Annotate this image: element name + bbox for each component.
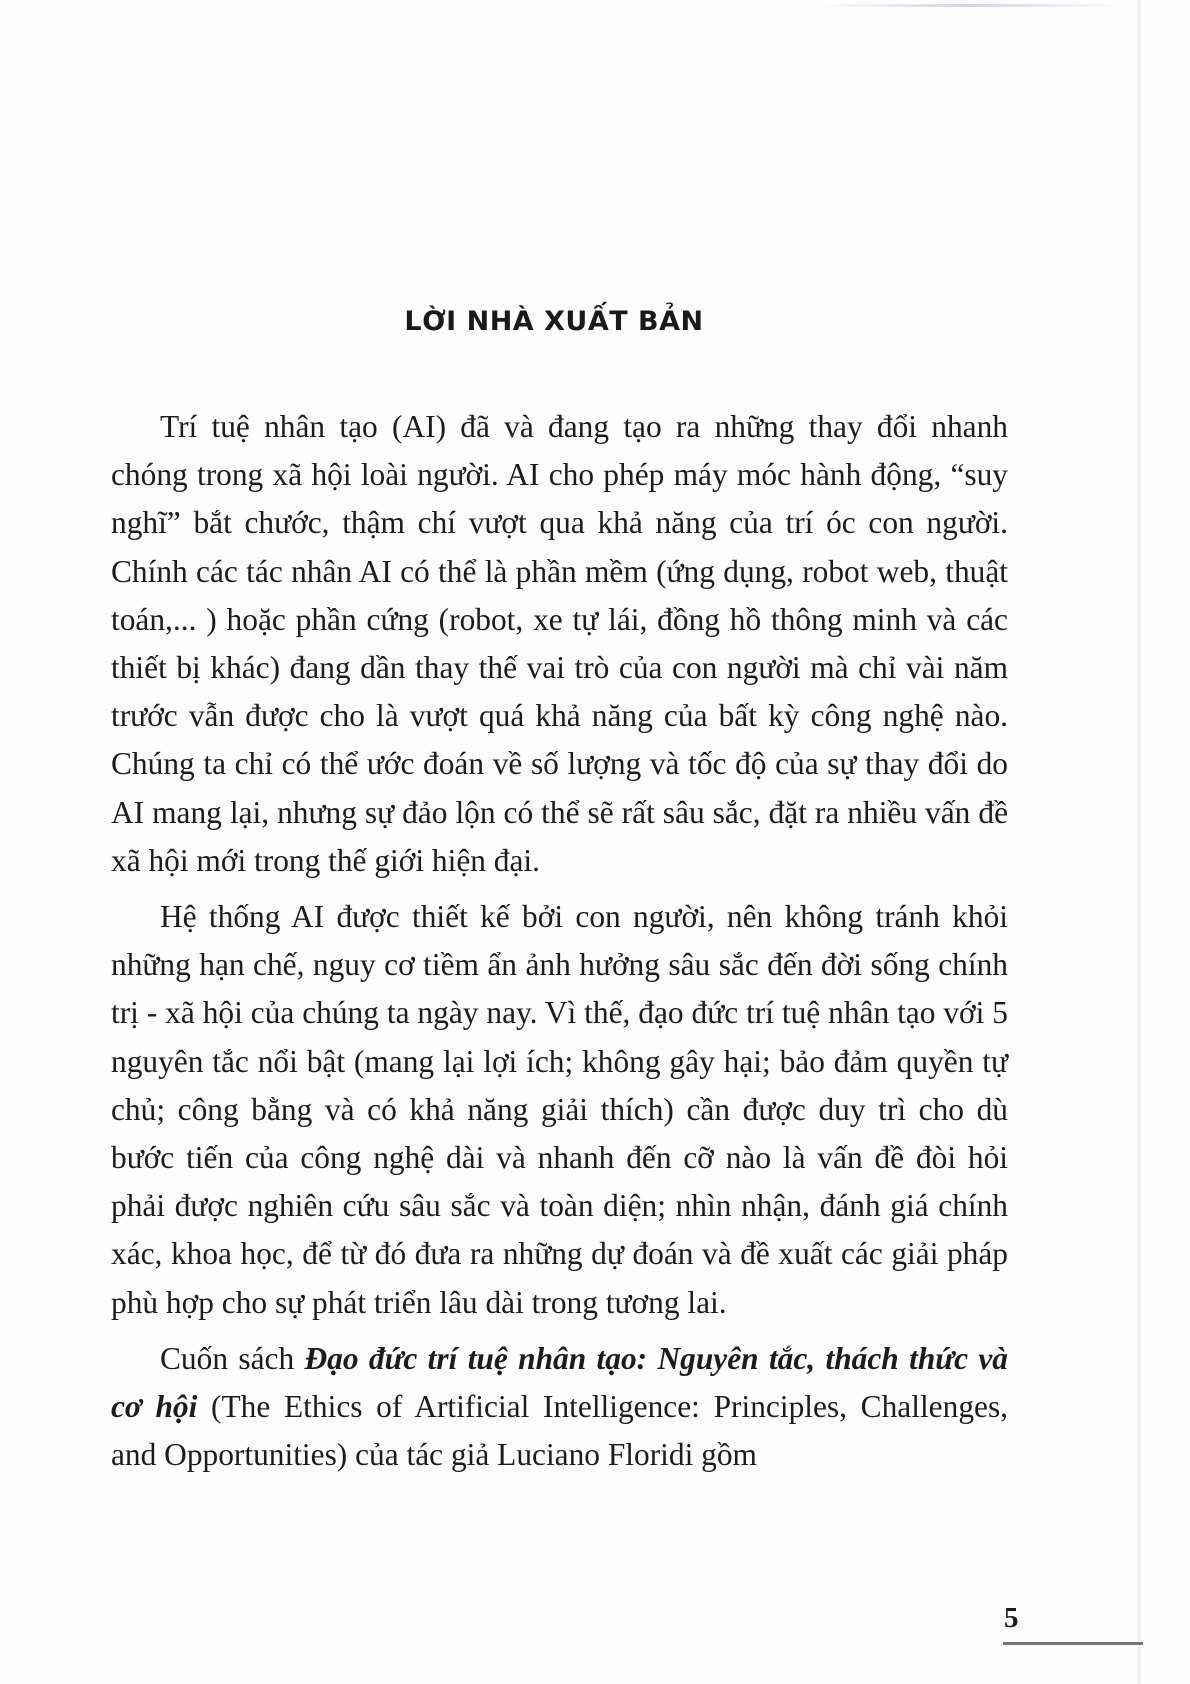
book-title: Đạo đức trí tuệ nhân tạo: Nguyên tắc, thách thức và cơ hội: [111, 1340, 1009, 1425]
paragraph-2: Hệ thống AI được thiết kế bởi con người, nên không tránh khỏi những hạn chế, nguy cơ tiềm ẩn ảnh hưởng sâu sắc đến đời sống chính trị - xã hội của chúng ta ngày nay. Vì thế, đạo đức trí tuệ nhân tạo với 5 nguyên tắc nổi bật (mang lại lợi ích; không gây hại; bảo đảm quyền tự chủ; công bằng và có khả năng giải thích) cần được duy trì cho dù bước tiến của công nghệ dài và nhanh đến cỡ nào là vấn đề đòi hỏi phải được nghiên cứu sâu sắc và toàn diện; nhìn nhận, đánh giá chính xác, khoa học, để từ đó đưa ra những dự đoán và đề xuất các giải pháp phù hợp cho sự phát triển lâu dài trong tương lai.: [111, 899, 1008, 1320]
paragraph-3-intro: Cuốn sách: [160, 1340, 305, 1376]
section-heading: LỜI NHÀ XUẤT BẢN: [404, 306, 704, 337]
footer-rule: [1003, 1642, 1143, 1645]
paragraph-3: [111, 1335, 1008, 1480]
scan-artifact-top: [820, 4, 1120, 7]
paragraph-1: Trí tuệ nhân tạo (AI) đã và đang tạo ra những thay đổi nhanh chóng trong xã hội loài người. AI cho phép máy móc hành động, “suy nghĩ” bắt chước, thậm chí vượt qua khả năng của trí óc con người. Chính các tác nhân AI có thể là phần mềm (ứng dụng, robot web, thuật toán,... ) hoặc phần cứng (robot, xe tự lái, đồng hồ thông minh và các thiết bị khác) đang dần thay thế vai trò của con người mà chỉ vài năm trước vẫn được cho là vượt quá khả năng của bất kỳ công nghệ nào. Chúng ta chỉ có thể ước đoán về số lượng và tốc độ của sự thay đổi do AI mang lại, nhưng sự đảo lộn có thể sẽ rất sâu sắc, đặt ra nhiều vấn đề xã hội mới trong thế giới hiện đại.: [111, 409, 1008, 878]
page-number: 5: [1004, 1602, 1019, 1634]
body-text: [111, 403, 1008, 1479]
scan-artifact-right-edge: [1138, 0, 1141, 1684]
paragraph-3-rest: (The Ethics of Artificial Intelligence: Principles, Challenges, and Opportunities) của tác giả Luciano Floridi gồm: [111, 1389, 1009, 1473]
